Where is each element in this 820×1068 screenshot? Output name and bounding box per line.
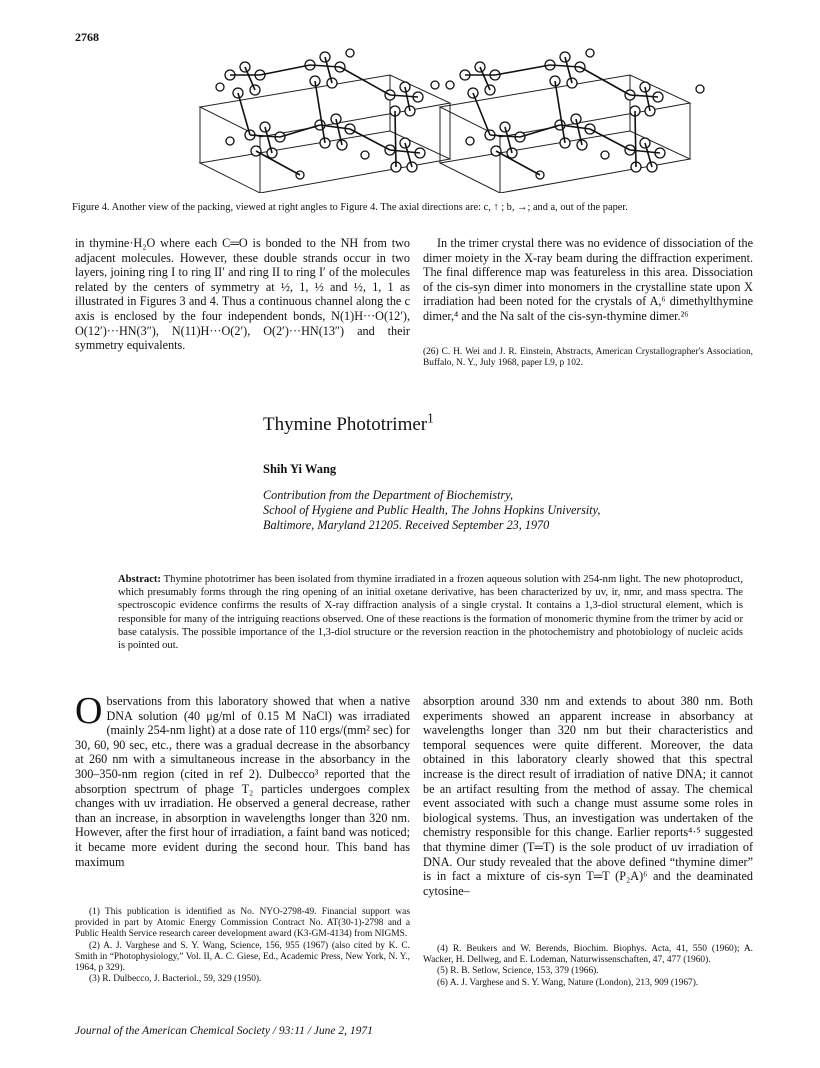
affiliation-line-3: Baltimore, Maryland 21205. Received September 23, 1970 — [263, 518, 550, 532]
body-right-column — [423, 694, 753, 898]
article-affiliation — [263, 488, 743, 533]
abstract — [118, 573, 743, 652]
upper-right-paragraph: In the trimer crystal there was no evidence of dissociation of the dimer moiety in the X-ray beam during the diffraction experiment. The final difference map was featureless in this area. Dissociation of the cis-syn dimer into monomers in the crystalline state upon X irradiation had been noted for the crystals of A,⁶ dimethylthymine dimer,⁴ and the Na salt of the cis-syn-thymine dimer.²⁶ — [423, 236, 753, 323]
abstract-label: Abstract: — [118, 574, 161, 585]
footnote-5: (5) R. B. Setlow, Science, 153, 379 (1966). — [437, 966, 599, 977]
upper-right-column — [423, 236, 753, 324]
article-author: Shih Yi Wang — [263, 462, 337, 476]
footnote-26: (26) C. H. Wei and J. R. Einstein, Abstracts, American Crystallographer's Association, Buffalo, N. Y., July 1968, paper L9, p 102. — [423, 347, 753, 369]
affiliation-line-2: School of Hygiene and Public Health, The Johns Hopkins University, — [263, 503, 601, 517]
body-left-paragraph: bservations from this laboratory showed that when a native DNA solution (40 μg/ml of 0.15 M NaCl) was irradiated (mainly 254-nm light) at a dose rate of 110 ergs/(mm² sec) for 30, 60, 90 sec, etc., there was a gradual decrease in the absorbancy at 260 nm with a simultaneous increase in the absorbancy in the 300–350-nm region (cited in ref 2). Dulbecco³ reported that the absorption spectrum of phage T₂ particles undergoes complex changes with uv irradiation. He observed a general decrease, rather than an increase, in absorption in wavelengths longer than 320 nm. However, after the first hour of irradiation, a faint band was noticed; it became more evident during the second hour. This band has maximum — [75, 694, 410, 869]
page-number: 2768 — [75, 30, 99, 44]
figure-caption-label: Figure 4. — [72, 202, 110, 213]
article-title — [263, 410, 434, 436]
body-left-column — [75, 690, 410, 869]
upper-left-paragraph: in thymine·H₂O where each C═O is bonded to the NH from two adjacent molecules. However, these double strands occur in two layers, joining ring I to ring II′ and ring II to ring I′ of the molecules related by the centers of symmetry at ½, 1, ½ and ½, 1, 1 as illustrated in Figures 3 and 4. Thus a continuous channel along the c axis is enclosed by the four independent bonds, N(1)H···O(12′), O(12′)···HN(3″), N(11)H···O(2′), O(2′)···HN(13″) and their symmetry equivalents. — [75, 236, 410, 353]
body-right-paragraph: absorption around 330 nm and extends to about 380 nm. Both experiments showed an apparent increase in absorbancy at wavelengths longer than 320 nm but their characteristics and temporal sequences were quite different. Moreover, the data obtained in this laboratory clearly showed that this spectral increase is the direct result of irradiation of native DNA; it cannot be an artifact resulting from the method of assay. The chemical event associated with such a change must assume some roles in biological systems. Thus, an investigation was undertaken of the chemistry responsible for this change. Earlier reports⁴·⁵ suggested that thymine dimer (T═T) is the sole product of uv irradiation of DNA. Our study revealed that the above defined “thymine dimer” is in fact a mixture of cis-syn T═T (P₂A)⁶ and the deaminated cytosine– — [423, 694, 753, 898]
figure-caption-text: Another view of the packing, viewed at right angles to Figure 4. The axial directions are: c, ↑ ; b, →; and a, out of the paper. — [111, 202, 628, 213]
upper-left-column — [75, 236, 410, 353]
footnote-2: (2) A. J. Varghese and S. Y. Wang, Science, 156, 955 (1967) (also cited by K. C. Smith in “Photophysiology,” Vol. II, A. C. Giese, Ed., Academic Press, New York, N. Y., 1964, p 329). — [75, 940, 410, 974]
footnote-3: (3) R. Dulbecco, J. Bacteriol., 59, 329 (1950). — [89, 974, 262, 985]
drop-cap: O — [75, 690, 103, 732]
footnote-6: (6) A. J. Varghese and S. Y. Wang, Nature (London), 213, 909 (1967). — [437, 977, 699, 988]
figure-caption — [72, 201, 752, 214]
crystal-packing-figure-right — [410, 45, 720, 193]
footnotes-left — [75, 907, 410, 985]
footnote-1: (1) This publication is identified as No. NYO-2798-49. Financial support was provided in part by Atomic Energy Commission Contract No. AT(30-1)-2798 and a Public Health Service research career development award (K3-GM-4134) from NIGMS. — [75, 907, 410, 940]
journal-footer: Journal of the American Chemical Society / 93:11 / June 2, 1971 — [75, 1025, 373, 1037]
article-title-footnote-mark: 1 — [427, 410, 434, 426]
affiliation-line-1: Contribution from the Department of Biochemistry, — [263, 488, 514, 502]
article-title-text: Thymine Phototrimer — [263, 414, 428, 435]
footnote-4: (4) R. Beukers and W. Berends, Biochim. Biophys. Acta, 41, 550 (1960); A. Wacker, H. Dellweg, and E. Lodeman, Naturwissenschaften, 47, 477 (1960). — [423, 944, 753, 966]
abstract-text: Thymine phototrimer has been isolated from thymine irradiated in a frozen aqueous solution with 254-nm light. The new photoproduct, which presumably forms through the ring opening of an initial oxetane derivative, has been characterized by uv, ir, nmr, and mass spectra. The spectroscopic evidence confirms the results of X-ray diffraction analysis of a single crystal. It contains a 1,3-diol structural element, which is responsible for many of the intriguing reactions observed. One of these reactions is the formation of monomeric thymine from the trimer by acid or base catalysis. The possible importance of the 1,3-diol structure or the reversion reaction in the photochemistry and photobiology of nucleic acids is pointed out. — [118, 574, 743, 652]
footnotes-right — [423, 944, 753, 989]
